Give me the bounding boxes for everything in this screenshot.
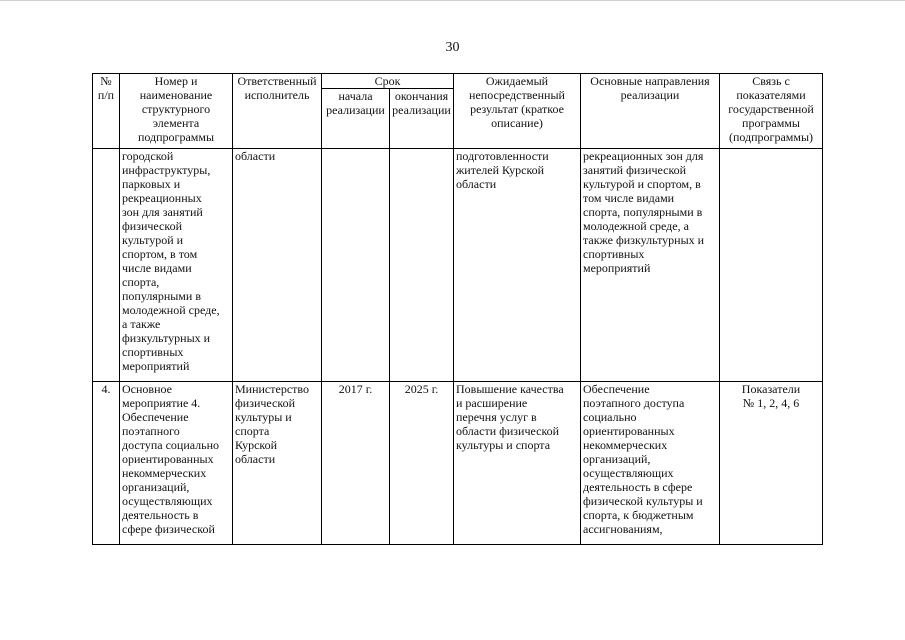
header-term-end: окончания реализации: [390, 89, 454, 149]
cell-result: подготовленности жителей Курской области: [454, 149, 581, 382]
header-link: Связь с показателями государственной программы (подпрограммы): [720, 74, 823, 149]
cell-term-start: [322, 149, 390, 382]
table-row: [93, 382, 823, 545]
header-responsible: Ответственный исполнитель: [233, 74, 322, 149]
cell-term-start: 2017 г.: [322, 382, 390, 545]
cell-num: 4.: [93, 382, 120, 545]
cell-link: Показатели № 1, 2, 4, 6: [720, 382, 823, 545]
header-name: Номер и наименование структурного элемента подпрограммы: [120, 74, 233, 149]
page-top-edge: [0, 0, 905, 1]
cell-directions: рекреационных зон для занятий физической культурой и спортом, в том числе видами спорта, популярными в молодежной среде, а также физкультурных и спортивных мероприятий: [581, 149, 720, 382]
cell-name: городской инфраструктуры, парковых и рекреационных зон для занятий физической культурой и спортом, в том числе видами спорта, популярными в молодежной среде, а также физкультурных и спортивных мероприятий: [120, 149, 233, 382]
program-table: [92, 73, 823, 545]
cell-name: Основное мероприятие 4. Обеспечение поэтапного доступа социально ориентированных некоммерческих организаций, осуществляющих деятельность в сфере физической: [120, 382, 233, 545]
cell-num: [93, 149, 120, 382]
cell-term-end: 2025 г.: [390, 382, 454, 545]
cell-link: [720, 149, 823, 382]
header-row: [93, 74, 823, 89]
cell-responsible: области: [233, 149, 322, 382]
page-number: 30: [445, 40, 460, 55]
header-term: Срок: [322, 74, 454, 89]
cell-result: Повышение качества и расширение перечня услуг в области физической культуры и спорта: [454, 382, 581, 545]
header-result: Ожидаемый непосредственный результат (краткое описание): [454, 74, 581, 149]
cell-directions: Обеспечение поэтапного доступа социально ориентированных некоммерческих организаций, осуществляющих деятельность в сфере физической культуры и спорта, к бюджетным ассигнованиям,: [581, 382, 720, 545]
header-directions: Основные направления реализации: [581, 74, 720, 149]
header-num: № п/п: [93, 74, 120, 149]
cell-term-end: [390, 149, 454, 382]
header-term-start: начала реализации: [322, 89, 390, 149]
table-row: [93, 149, 823, 382]
cell-responsible: Министерство физической культуры и спорта Курской области: [233, 382, 322, 545]
